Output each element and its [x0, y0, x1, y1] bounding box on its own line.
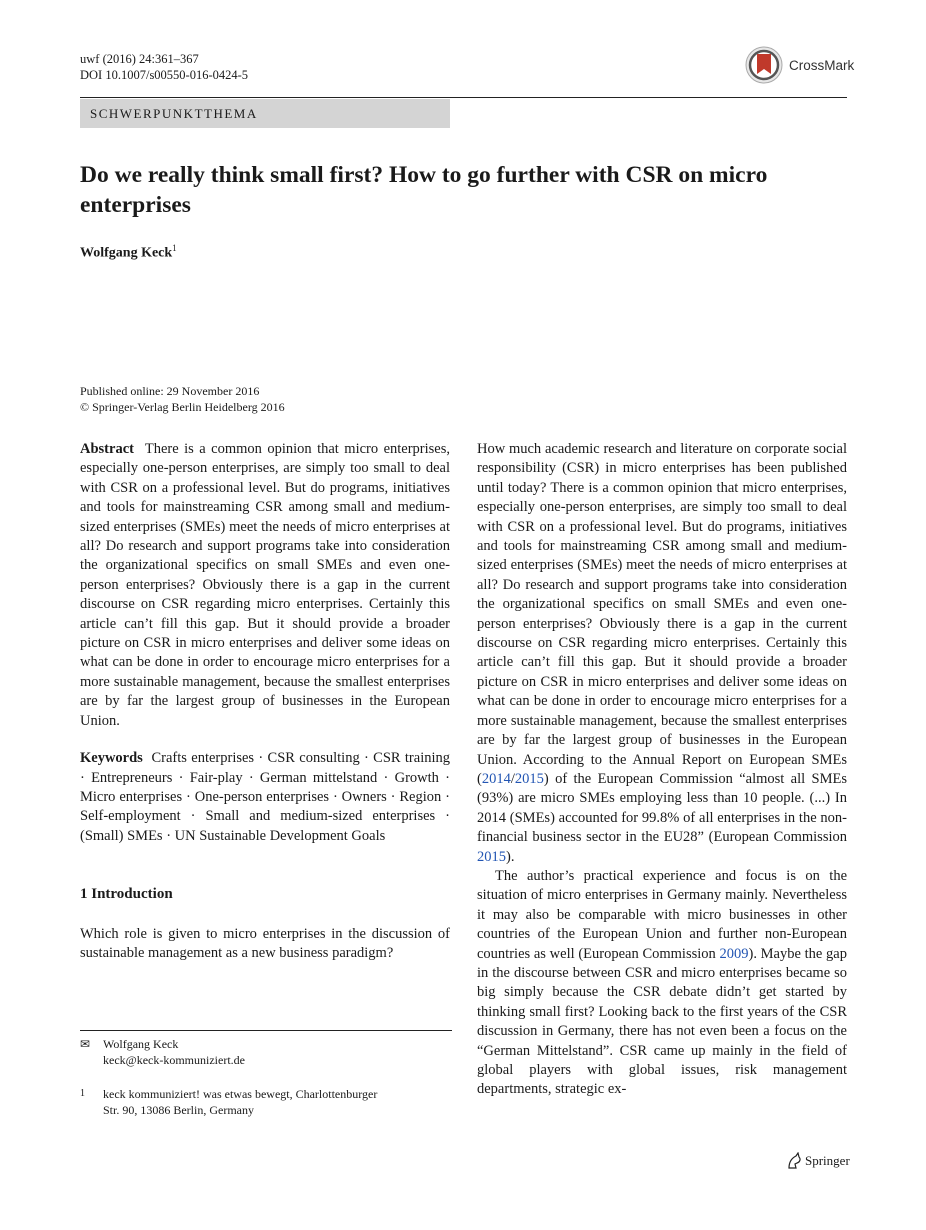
citation-link-2015b[interactable]: 2015 [477, 848, 506, 865]
intro-paragraph-1 [477, 440, 847, 867]
published-date: Published online: 29 November 2016 [80, 384, 260, 398]
citation-link-2009[interactable]: 2009 [719, 945, 749, 962]
abstract [80, 440, 450, 731]
publisher-logo [786, 1152, 850, 1170]
text-run: How much academic research and literature on corporate social responsibility (CSR) in micro enterprises has been published until today? There is a common opinion that micro enterprises, especially one-person enterprises, are simply too small to deal with CSR on a professional level. But do programs, initiatives and tools for mainstreaming CSR among small and medium-sized enterprises (SMEs) meet the needs of micro enterprises at all? Do research and support programs take into consideration the organizational specifics on small SMEs and even one-person enterprises? Obviously there is a gap in the current discourse on CSR regarding micro enterprises. Certainly this article can’t fill this gap. But it should provide a broader picture on CSR in micro enterprises and deliver some ideas on what can be done in order to encourage micro enterprises for a more sustainable management, because the smallest enterprises are by far the largest group of businesses in the European Union. According to the Annual Report on European SMEs ( [477, 441, 847, 787]
keywords [80, 749, 450, 846]
text-run: ). Maybe the gap in the discourse between CSR and micro enterprises became so big simply because the CSR debate didn’t get started by thinking small first? Looking back to the first years of the CSR discussion in Germany, there has not even been a focus on the “German Mittelstand”. CSR came up mainly in the field of global players with global issues, risk management departments, strategic ex- [477, 945, 847, 1098]
text-run: / [510, 770, 515, 787]
abstract-text: There is a common opinion that micro enterprises, especially one-person enterprises, are simply too small to deal with CSR on a professional level. But do programs, initiatives and tools for mainstreaming CSR among small and medium-sized enterprises (SMEs) meet the needs of micro enterprises at all? Do research and support programs take into consideration the organizational specifics on small SMEs and even one-person enterprises? Obviously there is a gap in the current discourse on CSR regarding micro enterprises. Certainly this article can’t fill this gap. But it should provide a broader picture on CSR in micro enterprises and deliver some ideas on what can be done in order to encourage micro enterprises for a more sustainable management, because the smallest enterprises are by far the largest group of businesses in the European Union. [80, 441, 450, 729]
text-run: ) of the European Commission “almost all SMEs (93%) are micro SMEs employing less than 10 people. (...) In 2014 (SMEs) accounted for 99.8% of all enterprises in the non-financial business sector in the EU28” (European Commission [477, 770, 847, 846]
section-label: SCHWERPUNKTTHEMA [80, 99, 450, 128]
abstract-label: Abstract [80, 441, 134, 457]
crossmark-icon [745, 46, 783, 84]
contact-email[interactable]: keck@keck-kommuniziert.de [103, 1053, 245, 1067]
intro-left-paragraph: Which role is given to micro enterprises in the discussion of sustainable management as a new business paradigm? [80, 925, 450, 961]
affiliation-line-2: Str. 90, 13086 Berlin, Germany [103, 1103, 254, 1117]
doi-line[interactable]: DOI 10.1007/s00550-016-0424-5 [80, 68, 249, 82]
journal-line: uwf (2016) 24:361–367 [80, 52, 199, 66]
copyright-line: © Springer-Verlag Berlin Heidelberg 2016 [80, 400, 285, 414]
keywords-text: Crafts enterprises · CSR consulting · CSR training · Entrepreneurs · Fair-play · German mittelstand · Growth · Micro enterprises · One-person enterprises · Owners · Region · Self-employment · Small and medium-sized enterprises · (Small) SMEs · UN Sustainable Development Goals [80, 750, 451, 844]
section-heading-introduction: 1 Introduction [80, 886, 173, 903]
publication-info [80, 383, 285, 415]
footnote-rule [80, 1030, 452, 1031]
author-affiliation-mark: 1 [172, 243, 177, 253]
citation-link-2015[interactable]: 2015 [514, 770, 544, 787]
crossmark-badge[interactable] [745, 46, 854, 84]
author-name[interactable]: Wolfgang Keck [80, 245, 173, 261]
affiliation-line-1: keck kommuniziert! was etwas bewegt, Charlottenburger [103, 1087, 378, 1101]
publisher-name: Springer [805, 1153, 850, 1168]
right-column [477, 440, 847, 1100]
journal-citation [80, 51, 248, 83]
text-run: The author’s practical experience and focus is on the situation of micro enterprises in Germany mainly. Nevertheless it may also be comparable with micro businesses in other countries of the European Union and further non-European countries as well (European Commission [477, 867, 847, 962]
header-rule [80, 97, 847, 98]
springer-horse-icon [786, 1152, 802, 1170]
contact-footnote [80, 1036, 245, 1068]
crossmark-label: CrossMark [789, 57, 855, 73]
keywords-label: Keywords [80, 750, 143, 767]
author-line [80, 243, 177, 262]
affiliation-mark: 1 [80, 1088, 85, 1099]
article-title: Do we really think small first? How to go further with CSR on micro enterprises [80, 162, 768, 218]
envelope-icon: ✉ [80, 1037, 91, 1051]
text-run: ). [506, 848, 515, 865]
citation-link-2014[interactable]: 2014 [481, 770, 511, 787]
affiliation-footnote [80, 1086, 377, 1118]
intro-paragraph-2 [477, 867, 847, 1100]
contact-name: Wolfgang Keck [103, 1037, 179, 1051]
left-column [80, 440, 450, 963]
